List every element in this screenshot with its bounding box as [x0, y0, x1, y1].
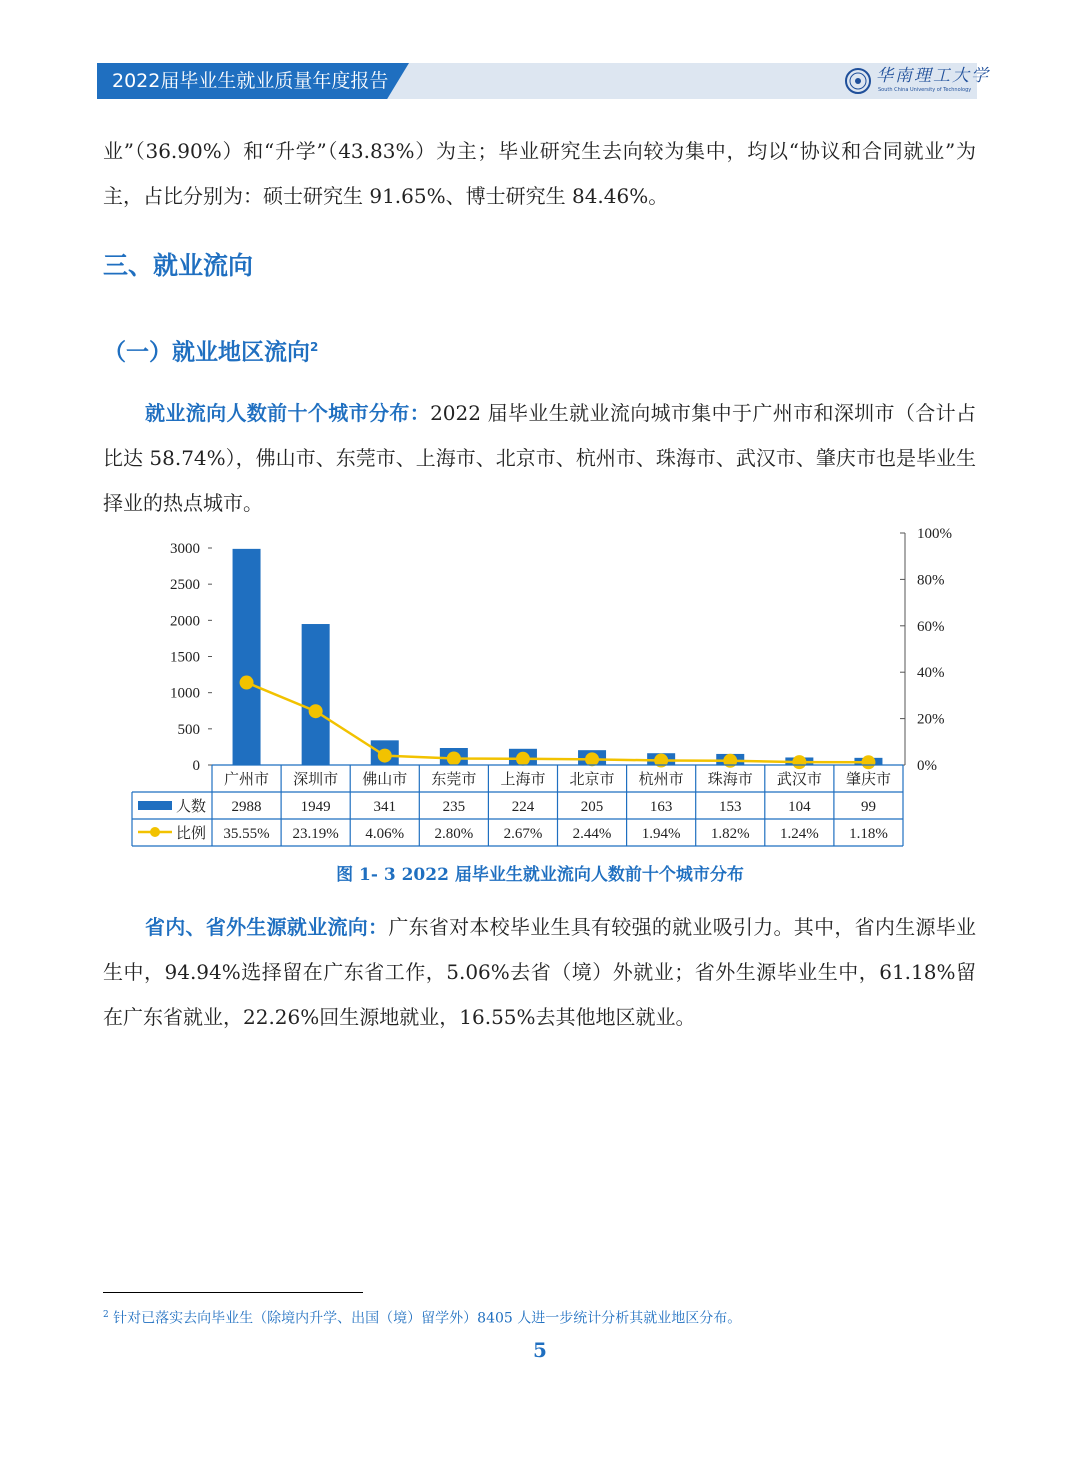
ratio-cell: 1.18% [849, 826, 888, 842]
paragraph-top-cities [103, 391, 976, 526]
y-right-tick-label: 0% [917, 758, 937, 774]
legend-bar-label: 人数 [176, 799, 207, 815]
category-label: 广州市 [224, 772, 270, 788]
report-title: 2022届毕业生就业质量年度报告 [112, 70, 389, 92]
category-label: 杭州市 [638, 772, 684, 788]
bar-1 [233, 549, 261, 765]
ratio-cell: 1.82% [710, 826, 750, 842]
ratio-cell: 1.24% [779, 826, 819, 842]
figure-caption: 图 1- 3 2022 届毕业生就业流向人数前十个城市分布 [336, 865, 744, 885]
bar-2 [302, 624, 330, 765]
category-label: 上海市 [500, 772, 546, 788]
category-label: 武汉市 [776, 772, 822, 788]
count-cell: 341 [373, 799, 396, 815]
ratio-cell: 2.44% [572, 826, 612, 842]
count-cell: 99 [860, 799, 876, 815]
y-right-tick-label: 100% [917, 526, 952, 542]
y-left-tick-label: 1500 [170, 649, 200, 666]
y-right-tick-label: 40% [917, 665, 945, 682]
subsection-heading-text: （一）就业地区流向 [103, 339, 310, 366]
y-right-tick-label: 20% [917, 711, 945, 728]
count-cell: 104 [788, 799, 811, 815]
ratio-cell: 2.67% [503, 826, 543, 842]
ratio-point-10 [861, 755, 875, 769]
y-right-tick-label: 60% [917, 618, 945, 635]
subsection-heading [103, 330, 318, 370]
section-heading: 三、就业流向 [103, 251, 254, 280]
count-cell: 205 [580, 799, 604, 815]
count-cell: 153 [719, 799, 742, 815]
y-left-tick-label: 1000 [170, 685, 200, 702]
ratio-cell: 35.55% [223, 826, 270, 842]
category-label: 肇庆市 [845, 772, 891, 788]
y-left-tick-label: 0 [192, 758, 200, 774]
paragraph-lead: 省内、省外生源就业流向： [145, 915, 389, 939]
y-left-tick-label: 2500 [170, 577, 200, 594]
page-number: 5 [533, 1338, 547, 1362]
category-label: 东莞市 [431, 772, 477, 788]
ratio-line [247, 683, 869, 763]
count-cell: 235 [442, 799, 466, 815]
university-name-en: South China University of Technology [878, 87, 972, 93]
ratio-point-2 [309, 704, 323, 718]
category-label: 深圳市 [293, 772, 339, 788]
y-left-tick-label: 500 [177, 721, 200, 738]
paragraph-province [103, 905, 976, 1040]
y-left-tick-label: 3000 [170, 541, 200, 557]
footnote-divider [103, 1292, 363, 1293]
footnote [103, 1304, 741, 1330]
paragraph-lead: 就业流向人数前十个城市分布： [145, 401, 431, 425]
ratio-point-3 [378, 749, 392, 763]
category-label: 北京市 [569, 772, 615, 788]
ratio-point-1 [240, 676, 254, 690]
ratio-point-5 [516, 752, 530, 766]
category-label: 佛山市 [362, 772, 408, 788]
ratio-cell: 23.19% [292, 826, 339, 842]
ratio-point-8 [723, 754, 737, 768]
ratio-point-4 [447, 752, 461, 766]
university-name-cn: 华南理工大学 [876, 66, 990, 86]
footnote-marker: 2 [103, 1310, 109, 1320]
footnote-text: 针对已落实去向毕业生（除境内升学、出国（境）留学外）8405 人进一步统计分析其就业地区分布。 [108, 1310, 742, 1327]
count-cell: 224 [511, 799, 535, 815]
y-right-tick-label: 80% [917, 572, 945, 589]
ratio-cell: 1.94% [641, 826, 681, 842]
ratio-point-6 [585, 752, 599, 766]
legend-bar-swatch [138, 801, 172, 810]
category-label: 珠海市 [707, 772, 753, 788]
footnote-ref: 2 [310, 340, 319, 354]
ratio-cell: 4.06% [365, 826, 405, 842]
count-cell: 163 [649, 799, 673, 815]
legend-line-marker [150, 827, 160, 837]
top-cities-chart [130, 525, 960, 850]
count-cell: 2988 [231, 799, 262, 815]
paragraph-intro: 业”（36.90%）和“升学”（43.83%）为主；毕业研究生去向较为集中，均以“协议和合同就业”为主，占比分别为：硕士研究生 91.65%、博士研究生 84.46%。 [103, 139, 976, 208]
paragraph-body: 广东省对本校毕业生具有较强的就业吸引力。其中，省内生源毕业生中，94.94%选择留在广东省工作，5.06%去省（境）外就业；省外生源毕业生中，61.18%留在广东省就业，22.26%回生源地就业，16.55%去其他地区就业。 [103, 915, 977, 1029]
ratio-cell: 2.80% [434, 826, 474, 842]
ratio-point-9 [792, 755, 806, 769]
legend-line-label: 比例 [176, 826, 207, 842]
y-left-tick-label: 2000 [170, 613, 200, 630]
paragraph-body: 2022 届毕业生就业流向城市集中于广州市和深圳市（合计占比达 58.74%），佛山市、东莞市、上海市、北京市、杭州市、珠海市、武汉市、肇庆市也是毕业生择业的热点城市。 [103, 401, 976, 515]
count-cell: 1949 [300, 799, 331, 815]
